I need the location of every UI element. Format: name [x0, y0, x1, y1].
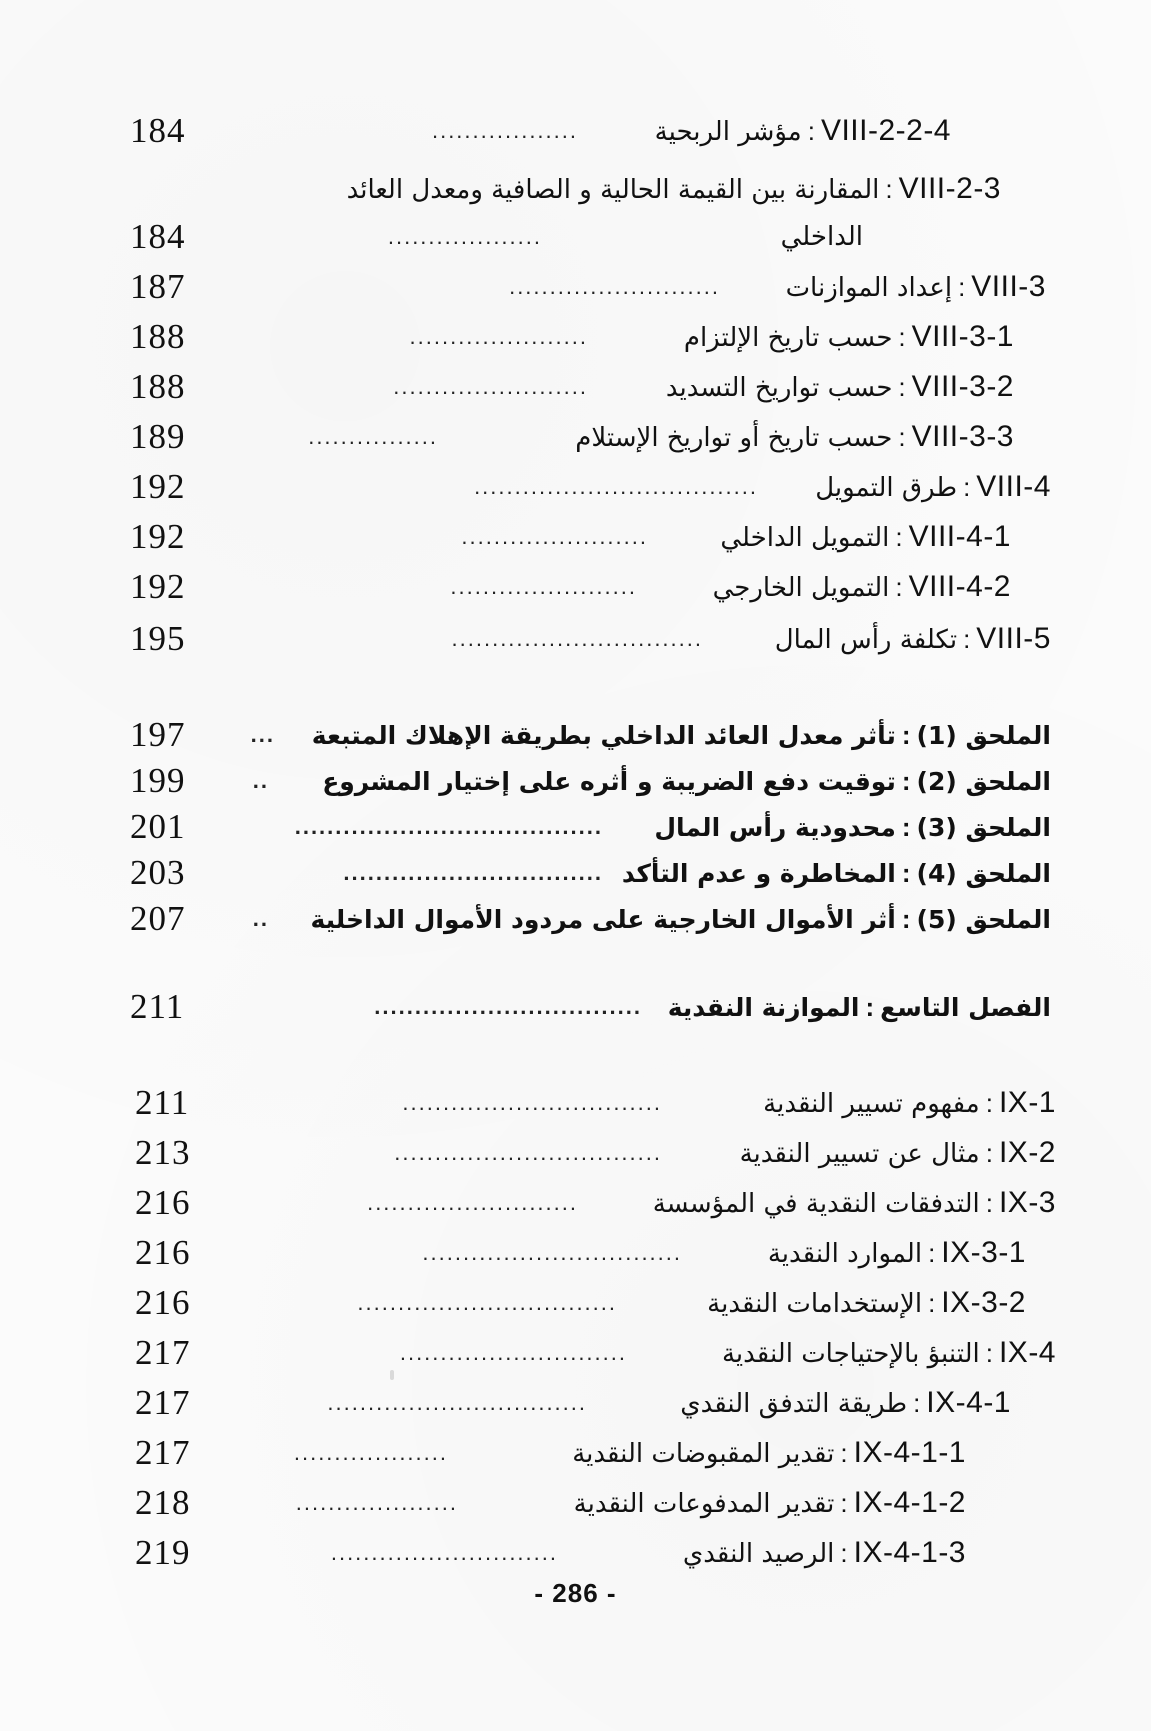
page-number: 192: [130, 517, 186, 556]
scan-speck: [390, 1370, 394, 1380]
entry-text: [575, 414, 1014, 461]
entry-text: [310, 896, 1051, 943]
toc-entry: [0, 166, 1151, 212]
section-code: VIII-4-1: [908, 520, 1011, 553]
page-number: 184: [130, 217, 186, 256]
toc-entry: [0, 1380, 1151, 1426]
separator: :: [895, 522, 903, 552]
separator: :: [985, 1338, 993, 1368]
entry-title: حسب تاريخ الإلتزام: [683, 323, 893, 353]
page-number: 192: [130, 567, 186, 606]
annex-entry: [0, 850, 1151, 896]
page-number: 195: [130, 619, 186, 658]
section-code: IX-4: [998, 1336, 1056, 1369]
dot-leader: ............................: [330, 1540, 558, 1565]
separator: :: [928, 1238, 936, 1268]
page-number: 219: [135, 1533, 191, 1572]
page-number: 189: [130, 417, 186, 456]
separator: :: [840, 1438, 848, 1468]
separator: :: [913, 1388, 921, 1418]
separator: :: [985, 1088, 993, 1118]
page-number: 218: [135, 1483, 191, 1522]
separator: :: [901, 858, 911, 888]
entry-text: [572, 1430, 966, 1477]
toc-entry: [0, 1180, 1151, 1226]
dot-leader: .................................: [394, 1140, 662, 1165]
section-code: VIII-3-3: [911, 420, 1014, 453]
entry-text: [684, 314, 1014, 361]
section-code: VIII-3-2: [911, 370, 1014, 403]
toc-entry: [0, 364, 1151, 410]
section-code: VIII-3-1: [911, 320, 1014, 353]
annex-entry: [0, 804, 1151, 850]
entry-text: [655, 108, 951, 155]
page-number: 203: [130, 853, 186, 892]
separator: :: [901, 812, 911, 842]
section-code: IX-3-1: [941, 1236, 1026, 1269]
entry-title: مفهوم تسيير النقدية: [763, 1089, 980, 1119]
separator: :: [901, 720, 911, 750]
toc-entry: [0, 414, 1151, 460]
toc-entry: [0, 464, 1151, 510]
section-code: IX-1: [998, 1086, 1056, 1119]
section-code: IX-2: [998, 1136, 1056, 1169]
section-code: VIII-2-3: [898, 172, 1001, 205]
entry-title: تقدير المقبوضات النقدية: [572, 1439, 835, 1469]
dot-leader: ....................: [295, 1490, 458, 1515]
entry-text: [786, 264, 1046, 311]
page-number: 217: [135, 1383, 191, 1422]
page-number: 199: [130, 761, 186, 800]
page-number: 197: [130, 715, 186, 754]
section-code: IX-3: [998, 1186, 1056, 1219]
separator: :: [895, 572, 903, 602]
dot-leader: ........................: [393, 374, 588, 399]
entry-title: حسب تاريخ أو تواريخ الإستلام: [575, 423, 893, 453]
entry-title: إعداد الموازنات: [785, 273, 953, 303]
entry-text: [653, 1180, 1056, 1227]
entry-title: التمويل الداخلي: [720, 523, 890, 553]
page-number: 216: [135, 1183, 191, 1222]
dot-leader: ...............................: [451, 626, 703, 651]
page-number: 217: [135, 1433, 191, 1472]
entry-title: التنبؤ بالإحتياجات النقدية: [721, 1339, 980, 1369]
entry-title: تكلفة رأس المال: [774, 625, 958, 655]
page-footer-number: - 286 -: [534, 1578, 617, 1608]
section-code: IX-3-2: [941, 1286, 1026, 1319]
toc-entry: [0, 1330, 1151, 1376]
dot-leader: .......................: [461, 524, 648, 549]
page-number: 213: [135, 1133, 191, 1172]
dot-leader: .................................: [374, 994, 642, 1019]
dot-leader: ............................: [399, 1340, 627, 1365]
dot-leader: .......................: [450, 574, 637, 599]
entry-text: [347, 166, 1001, 213]
entry-text: [815, 464, 1051, 511]
entry-text: [322, 758, 1051, 805]
toc-entry: [0, 1130, 1151, 1176]
entry-text: [666, 364, 1014, 411]
entry-title: التدفقات النقدية في المؤسسة: [652, 1189, 980, 1219]
entry-title: مؤشر الربحية: [654, 117, 802, 147]
separator: :: [963, 624, 971, 654]
separator: :: [928, 1288, 936, 1318]
annex-label: الملحق (5): [916, 905, 1051, 934]
section-code: IX-4-1: [926, 1386, 1011, 1419]
separator: :: [840, 1488, 848, 1518]
entry-text: [713, 564, 1011, 611]
annex-entry: [0, 758, 1151, 804]
entry-text: [763, 1080, 1056, 1127]
entry-text: [683, 1530, 966, 1577]
entry-title: الموارد النقدية: [767, 1239, 923, 1269]
entry-title: أثر الأموال الخارجية على مردود الأموال الداخلية: [310, 905, 896, 934]
separator: :: [898, 372, 906, 402]
dot-leader: ................................: [357, 1290, 617, 1315]
separator: :: [901, 766, 911, 796]
section-code: VIII-4-2: [908, 570, 1011, 603]
entry-title: طريقة التدفق النقدي: [680, 1389, 908, 1419]
toc-entry-continuation: [0, 214, 1151, 260]
entry-title: تأثر معدل العائد الداخلي بطريقة الإهلاك المتبعة: [311, 721, 896, 750]
dot-leader: ................................: [402, 1090, 662, 1115]
toc-entry: [0, 1280, 1151, 1326]
toc-entry: [0, 564, 1151, 610]
dot-leader: ...................: [293, 1440, 448, 1465]
entry-title: توقيت دفع الضريبة و أثره على إختيار المشروع: [322, 767, 896, 796]
toc-entry: [0, 1080, 1151, 1126]
annex-label: الملحق (2): [916, 767, 1051, 796]
chapter-label: الفصل التاسع: [880, 993, 1051, 1022]
page-number: 187: [130, 267, 186, 306]
annex-entry: [0, 712, 1151, 758]
separator: :: [865, 992, 875, 1022]
separator: :: [958, 272, 966, 302]
dot-leader: ..........................: [509, 274, 720, 299]
entry-title: تقدير المدفوعات النقدية: [573, 1489, 835, 1519]
entry-title: حسب تواريخ التسديد: [665, 373, 893, 403]
entry-text: [740, 1130, 1056, 1177]
toc-entry: [0, 1230, 1151, 1276]
entry-text: [668, 984, 1051, 1031]
page-number: 216: [135, 1233, 191, 1272]
entry-title: التمويل الخارجي: [712, 573, 890, 603]
toc-entry: [0, 1530, 1151, 1576]
toc-entry: [0, 616, 1151, 662]
section-code: VIII-2-2-4: [820, 114, 951, 147]
entry-text: [654, 804, 1051, 851]
entry-text: [722, 1330, 1056, 1377]
annex-label: الملحق (4): [916, 859, 1051, 888]
entry-title-continuation: الداخلي: [780, 222, 863, 252]
section-code: VIII-5: [976, 622, 1051, 655]
entry-text: [768, 1230, 1026, 1277]
separator: :: [807, 116, 815, 146]
toc-entry: [0, 264, 1151, 310]
section-code: VIII-4: [976, 470, 1051, 503]
entry-title: الرصيد النقدي: [682, 1539, 835, 1569]
entry-text: [312, 712, 1051, 759]
chapter-entry: [0, 984, 1151, 1030]
dot-leader: ...................: [387, 224, 542, 249]
dot-leader: ...: [250, 722, 275, 747]
dot-leader: ......................................: [294, 814, 603, 839]
separator: :: [898, 422, 906, 452]
page-number: 216: [135, 1283, 191, 1322]
entry-title: مثال عن تسيير النقدية: [739, 1139, 980, 1169]
separator: :: [901, 904, 911, 934]
dot-leader: ..................: [431, 118, 578, 143]
entry-text: [574, 1480, 966, 1527]
page-number: 207: [130, 899, 186, 938]
separator: :: [985, 1138, 993, 1168]
section-code: VIII-3: [971, 270, 1046, 303]
entry-text: [622, 850, 1051, 897]
entry-text: [707, 1280, 1026, 1327]
page-number: 217: [135, 1333, 191, 1372]
toc-entry: [0, 314, 1151, 360]
dot-leader: ..: [252, 768, 269, 793]
toc-entry: [0, 1480, 1151, 1526]
entry-title: طرق التمويل: [815, 473, 958, 503]
separator: :: [985, 1188, 993, 1218]
page-number: 184: [130, 111, 186, 150]
entry-text: [720, 514, 1011, 561]
separator: :: [898, 322, 906, 352]
dot-leader: ..: [252, 906, 269, 931]
chapter-title: الموازنة النقدية: [667, 993, 860, 1022]
annex-label: الملحق (3): [916, 813, 1051, 842]
dot-leader: ................: [308, 424, 438, 449]
toc-entry: [0, 514, 1151, 560]
dot-leader: ................................: [343, 860, 603, 885]
separator: :: [840, 1538, 848, 1568]
section-code: IX-4-1-2: [853, 1486, 966, 1519]
toc-entry: [0, 108, 1151, 154]
entry-title: محدودية رأس المال: [654, 813, 896, 842]
dot-leader: ......................: [409, 324, 588, 349]
section-code: IX-4-1-3: [853, 1536, 966, 1569]
dot-leader: ................................: [422, 1240, 682, 1265]
page-number: 211: [135, 1083, 190, 1122]
entry-title: المقارنة بين القيمة الحالية و الصافية ومعدل العائد: [346, 175, 880, 205]
page-number: 188: [130, 317, 186, 356]
page-number: 211: [130, 987, 185, 1026]
separator: :: [963, 472, 971, 502]
dot-leader: ..........................: [367, 1190, 578, 1215]
entry-text: [775, 616, 1051, 663]
section-code: IX-4-1-1: [853, 1436, 966, 1469]
dot-leader: ................................: [327, 1390, 587, 1415]
entry-text: [680, 1380, 1011, 1427]
page-number: 192: [130, 467, 186, 506]
annex-entry: [0, 896, 1151, 942]
separator: :: [885, 174, 893, 204]
dot-leader: ...................................: [474, 474, 758, 499]
annex-label: الملحق (1): [916, 721, 1051, 750]
entry-title: الإستخدامات النقدية: [707, 1289, 923, 1319]
page-number: 201: [130, 807, 186, 846]
page-number: 188: [130, 367, 186, 406]
toc-entry: [0, 1430, 1151, 1476]
entry-title: المخاطرة و عدم التأكد: [621, 859, 896, 888]
